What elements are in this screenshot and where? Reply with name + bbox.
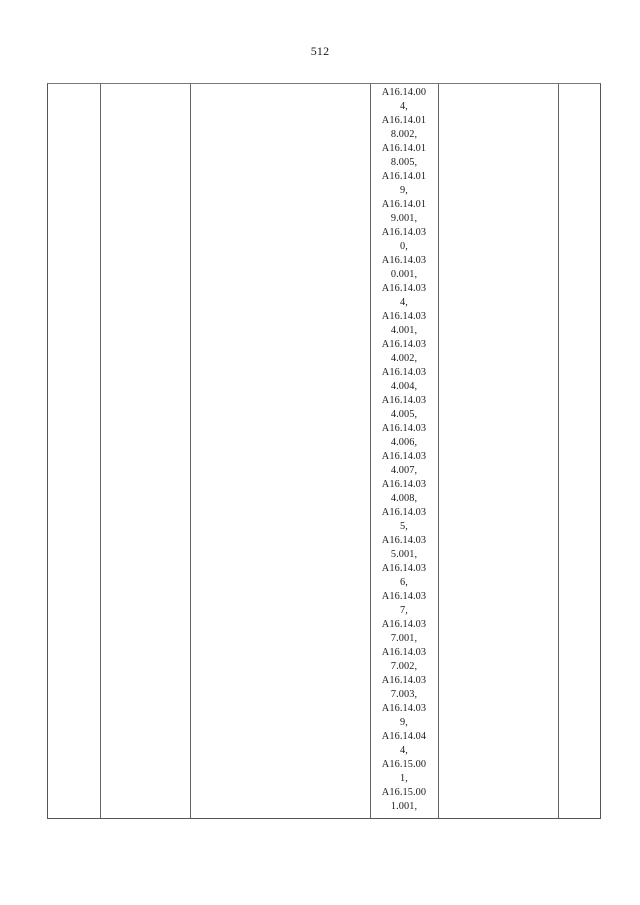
service-code-line: A16.14.03 [381,591,427,602]
service-code-line: A16.14.03 [381,255,427,266]
service-code-line: 9.001, [390,213,418,224]
service-code-line: A16.14.03 [381,647,427,658]
service-code-line: 4.002, [390,353,418,364]
service-code-line: A16.14.03 [381,619,427,630]
service-code-line: A16.14.01 [381,115,427,126]
page-number: 512 [310,44,330,58]
column-divider-2 [190,84,191,818]
service-code-line: 4.008, [390,493,418,504]
service-code-line: A16.14.03 [381,283,427,294]
service-code-line: 1.001, [390,801,418,812]
service-code-line: 9, [400,717,408,728]
service-code-line: 4.004, [390,381,418,392]
service-code-line: A16.14.03 [381,311,427,322]
service-code-line: 4, [400,297,408,308]
service-code-line: 6, [400,577,408,588]
service-code-line: A16.14.03 [381,703,427,714]
service-code-line: 4, [400,745,408,756]
service-code-line: A16.14.03 [381,479,427,490]
service-code-line: 7, [400,605,408,616]
service-code-line: A16.14.03 [381,227,427,238]
service-code-line: 4.006, [390,437,418,448]
service-code-line: 8.005, [390,157,418,168]
service-code-line: 9, [400,185,408,196]
service-code-line: 0, [400,241,408,252]
service-code-line: 7.003, [390,689,418,700]
column-divider-5 [558,84,559,818]
service-code-line: 5.001, [390,549,418,560]
service-code-line: A16.15.00 [381,759,427,770]
service-code-line: A16.14.03 [381,339,427,350]
service-code-line: 4.001, [390,325,418,336]
service-code-line: 1, [400,773,408,784]
service-code-line: 7.001, [390,633,418,644]
service-code-line: 0.001, [390,269,418,280]
service-code-line: 4.005, [390,409,418,420]
service-code-line: A16.14.03 [381,675,427,686]
service-code-line: 4, [400,101,408,112]
service-code-line: A16.15.00 [381,787,427,798]
service-code-line: A16.14.03 [381,535,427,546]
service-code-line: A16.14.03 [381,451,427,462]
continuation-table [47,83,601,819]
service-code-line: 8.002, [390,129,418,140]
service-code-line: 5, [400,521,408,532]
service-code-line: 4.007, [390,465,418,476]
service-code-line: A16.14.03 [381,507,427,518]
service-code-line: A16.14.03 [381,563,427,574]
service-code-line: A16.14.01 [381,143,427,154]
service-code-line: A16.14.04 [381,731,427,742]
service-code-line: A16.14.01 [381,171,427,182]
column-divider-1 [100,84,101,818]
service-codes-cell [370,86,438,814]
service-code-line: A16.14.03 [381,423,427,434]
service-code-line: 7.002, [390,661,418,672]
service-code-line: A16.14.03 [381,395,427,406]
service-code-line: A16.14.00 [381,87,427,98]
service-code-line: A16.14.03 [381,367,427,378]
service-code-line: A16.14.01 [381,199,427,210]
column-divider-4 [438,84,439,818]
